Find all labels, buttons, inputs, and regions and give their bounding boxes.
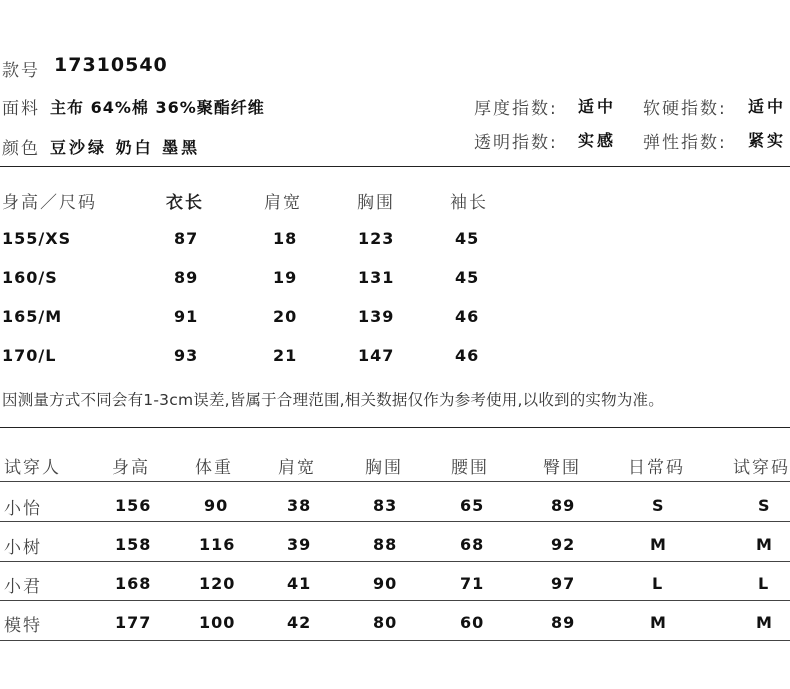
weight-cell: 100 (199, 613, 236, 632)
chest-cell: 83 (373, 496, 398, 515)
size-cell: 165/M (2, 307, 63, 326)
thickness-value: 适中 (578, 97, 617, 116)
height-cell: 156 (115, 496, 152, 515)
sleeve-cell: 46 (455, 307, 480, 326)
height-cell: 177 (115, 613, 152, 632)
daily-size-cell: S (652, 496, 665, 515)
hip-cell: 89 (551, 613, 576, 632)
waist-cell: 71 (460, 574, 485, 593)
weight-cell: 90 (204, 496, 229, 515)
header-length: 衣长 (166, 193, 204, 213)
shoulder-cell: 39 (287, 535, 312, 554)
header-shoulder: 肩宽 (264, 193, 302, 213)
daily-size-cell: L (652, 574, 664, 593)
transparency-value: 实感 (578, 131, 617, 150)
row-divider (0, 600, 790, 601)
tryon-size-cell: M (756, 613, 773, 632)
header-weight: 体重 (195, 458, 233, 478)
transparency-label: 透明指数: (474, 133, 558, 153)
shoulder-cell: 19 (273, 268, 298, 287)
length-cell: 87 (174, 229, 199, 248)
header-waist: 腰围 (451, 458, 489, 478)
hip-cell: 97 (551, 574, 576, 593)
header-chest: 胸围 (365, 458, 403, 478)
daily-size-cell: M (650, 535, 667, 554)
tester-name: 小君 (4, 577, 42, 597)
elasticity-value: 紧实 (748, 131, 787, 150)
shoulder-cell: 21 (273, 346, 298, 365)
tryon-size-cell: L (758, 574, 770, 593)
fabric-value: 主布 64%棉 36%聚酯纤维 (50, 98, 265, 117)
tester-name: 小怡 (4, 499, 42, 519)
header-chest: 胸围 (357, 193, 395, 213)
sleeve-cell: 46 (455, 346, 480, 365)
header-tester: 试穿人 (4, 458, 61, 478)
hip-cell: 89 (551, 496, 576, 515)
style-label: 款号 (2, 61, 40, 81)
length-cell: 89 (174, 268, 199, 287)
row-divider (0, 481, 790, 482)
header-shoulder: 肩宽 (278, 458, 316, 478)
header-hip: 臀围 (543, 458, 581, 478)
chest-cell: 80 (373, 613, 398, 632)
thickness-label: 厚度指数: (474, 99, 558, 119)
sleeve-cell: 45 (455, 268, 480, 287)
size-cell: 170/L (2, 346, 57, 365)
softness-label: 软硬指数: (643, 99, 727, 119)
size-cell: 160/S (2, 268, 58, 287)
daily-size-cell: M (650, 613, 667, 632)
waist-cell: 68 (460, 535, 485, 554)
divider (0, 166, 790, 167)
length-cell: 91 (174, 307, 199, 326)
softness-value: 适中 (748, 97, 787, 116)
hip-cell: 92 (551, 535, 576, 554)
sleeve-cell: 45 (455, 229, 480, 248)
chest-cell: 90 (373, 574, 398, 593)
row-divider (0, 561, 790, 562)
style-number: 17310540 (54, 54, 168, 76)
height-cell: 158 (115, 535, 152, 554)
tryon-size-cell: S (758, 496, 771, 515)
tester-name: 模特 (4, 616, 42, 636)
waist-cell: 65 (460, 496, 485, 515)
header-height: 身高 (112, 458, 150, 478)
row-divider (0, 640, 790, 641)
shoulder-cell: 38 (287, 496, 312, 515)
header-sleeve: 袖长 (450, 193, 488, 213)
header-tryon-size: 试穿码 (733, 458, 790, 478)
color-value: 豆沙绿 奶白 墨黑 (50, 138, 201, 157)
shoulder-cell: 42 (287, 613, 312, 632)
tester-name: 小树 (4, 538, 42, 558)
weight-cell: 116 (199, 535, 236, 554)
shoulder-cell: 41 (287, 574, 312, 593)
header-height-size: 身高／尺码 (2, 193, 97, 213)
divider (0, 427, 790, 428)
chest-cell: 88 (373, 535, 398, 554)
row-divider (0, 521, 790, 522)
tryon-size-cell: M (756, 535, 773, 554)
shoulder-cell: 20 (273, 307, 298, 326)
chest-cell: 131 (358, 268, 395, 287)
measurement-note: 因测量方式不同会有1-3cm误差,皆属于合理范围,相关数据仅作为参考使用,以收到的实物为准。 (2, 391, 664, 409)
height-cell: 168 (115, 574, 152, 593)
weight-cell: 120 (199, 574, 236, 593)
color-label: 颜色 (2, 139, 40, 159)
length-cell: 93 (174, 346, 199, 365)
header-daily-size: 日常码 (628, 458, 685, 478)
shoulder-cell: 18 (273, 229, 298, 248)
chest-cell: 147 (358, 346, 395, 365)
elasticity-label: 弹性指数: (643, 133, 727, 153)
waist-cell: 60 (460, 613, 485, 632)
fabric-label: 面料 (2, 99, 40, 119)
chest-cell: 123 (358, 229, 395, 248)
size-cell: 155/XS (2, 229, 72, 248)
chest-cell: 139 (358, 307, 395, 326)
